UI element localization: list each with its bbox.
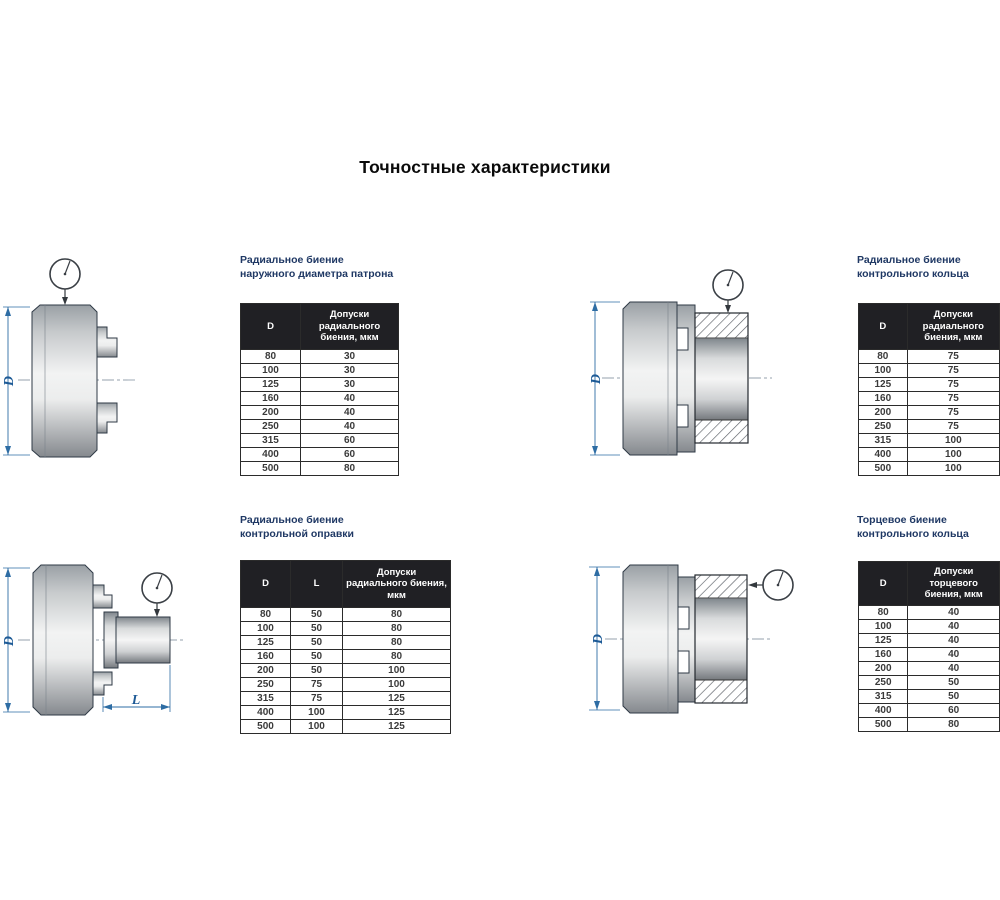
cell: 500 — [859, 462, 908, 476]
cell: 80 — [241, 608, 291, 622]
cell: 40 — [908, 634, 1000, 648]
table-row — [241, 706, 451, 720]
cell: 500 — [241, 462, 301, 476]
cell: 500 — [859, 718, 908, 732]
tolerance-table-mandrel — [240, 560, 451, 734]
control-ring — [695, 313, 748, 443]
ring-face-runout-diagram — [575, 552, 825, 767]
cell: 400 — [859, 448, 908, 462]
cell: 50 — [291, 622, 343, 636]
cell: 400 — [859, 704, 908, 718]
table-row — [241, 448, 399, 462]
cell: 250 — [241, 678, 291, 692]
dim-d-label: D — [589, 373, 604, 385]
tolerance-table-chuck-od — [240, 303, 399, 476]
cell: 200 — [241, 664, 291, 678]
table-row — [859, 648, 1000, 662]
caption-mandrel-radial: Радиальное биение контрольной оправки — [240, 514, 355, 540]
table-row — [859, 690, 1000, 704]
chuck-jaws — [677, 305, 695, 452]
cell: 100 — [859, 620, 908, 634]
cell: 80 — [908, 718, 1000, 732]
cell: 100 — [291, 706, 343, 720]
cell: 50 — [291, 608, 343, 622]
cell: 50 — [908, 676, 1000, 690]
cell: 75 — [907, 392, 999, 406]
column-header: D — [241, 561, 291, 608]
table-row — [241, 720, 451, 734]
table-row — [241, 392, 399, 406]
cell: 250 — [859, 676, 908, 690]
chuck-body — [33, 565, 93, 715]
chuck-od-runout-diagram — [0, 250, 220, 480]
table-row — [859, 448, 1000, 462]
cell: 315 — [859, 434, 908, 448]
dimension-d — [2, 307, 30, 455]
caption-ring-face: Торцевое биение контрольного кольца — [857, 514, 969, 540]
cell: 100 — [343, 678, 451, 692]
cell: 40 — [301, 406, 399, 420]
table-row — [859, 606, 1000, 620]
table-row — [241, 406, 399, 420]
cell: 200 — [859, 406, 908, 420]
cell: 125 — [241, 378, 301, 392]
table-row — [859, 378, 1000, 392]
table-row — [859, 718, 1000, 732]
cell: 200 — [859, 662, 908, 676]
table-row — [859, 364, 1000, 378]
cell: 75 — [907, 364, 999, 378]
table-row — [241, 678, 451, 692]
cell: 160 — [859, 648, 908, 662]
cell: 60 — [301, 448, 399, 462]
column-header: D — [859, 562, 908, 606]
dim-d-label: D — [2, 635, 17, 647]
tolerance-table-ring-face — [858, 561, 1000, 732]
dial-indicator-icon — [50, 259, 80, 305]
cell: 160 — [241, 392, 301, 406]
cell: 40 — [908, 606, 1000, 620]
cell: 315 — [241, 692, 291, 706]
column-header: Допуски радиального биения, мкм — [343, 561, 451, 608]
cell: 60 — [301, 434, 399, 448]
table-row — [241, 350, 399, 364]
cell: 100 — [241, 364, 301, 378]
cell: 80 — [859, 350, 908, 364]
column-header: Допуски торцевого биения, мкм — [908, 562, 1000, 606]
mandrel-runout-diagram — [0, 552, 230, 767]
table-row — [241, 622, 451, 636]
dimension-l — [103, 665, 170, 712]
column-header: L — [291, 561, 343, 608]
cell: 80 — [859, 606, 908, 620]
chuck-body — [623, 565, 678, 713]
ring-radial-runout-diagram — [580, 255, 810, 485]
table-row — [241, 462, 399, 476]
table-row — [859, 662, 1000, 676]
cell: 100 — [907, 448, 999, 462]
cell: 60 — [908, 704, 1000, 718]
table-row — [241, 378, 399, 392]
table-row — [241, 692, 451, 706]
table-row — [859, 704, 1000, 718]
caption-chuck-od: Радиальное биение наружного диаметра патрона — [240, 254, 394, 280]
cell: 100 — [859, 364, 908, 378]
cell: 30 — [301, 350, 399, 364]
column-header: D — [859, 304, 908, 350]
header-row — [241, 304, 399, 350]
header-row — [859, 304, 1000, 350]
cell: 160 — [241, 650, 291, 664]
cell: 80 — [301, 462, 399, 476]
column-header: D — [241, 304, 301, 350]
cell: 40 — [908, 620, 1000, 634]
table-row — [241, 650, 451, 664]
cell: 40 — [908, 648, 1000, 662]
cell: 125 — [343, 706, 451, 720]
cell: 80 — [343, 636, 451, 650]
cell: 80 — [343, 608, 451, 622]
dial-indicator-icon — [142, 573, 172, 617]
cell: 160 — [859, 392, 908, 406]
header-row — [859, 562, 1000, 606]
dial-indicator-icon — [748, 570, 793, 600]
column-header: Допуски радиального биения, мкм — [907, 304, 999, 350]
cell: 50 — [291, 650, 343, 664]
cell: 50 — [291, 664, 343, 678]
cell: 125 — [859, 634, 908, 648]
table-row — [241, 434, 399, 448]
table-row — [859, 420, 1000, 434]
table-row — [241, 608, 451, 622]
control-ring — [695, 575, 747, 703]
dim-d-label: D — [591, 633, 606, 645]
table-row — [241, 636, 451, 650]
column-header: Допуски радиального биения, мкм — [301, 304, 399, 350]
table-row — [859, 676, 1000, 690]
table-row — [859, 634, 1000, 648]
cell: 80 — [343, 622, 451, 636]
cell: 315 — [859, 690, 908, 704]
cell: 40 — [301, 392, 399, 406]
cell: 100 — [241, 622, 291, 636]
cell: 200 — [241, 406, 301, 420]
table-row — [859, 462, 1000, 476]
cell: 125 — [241, 636, 291, 650]
table-row — [859, 434, 1000, 448]
header-row — [241, 561, 451, 608]
dimension-d — [589, 302, 620, 455]
table-row — [859, 392, 1000, 406]
cell: 80 — [343, 650, 451, 664]
table-row — [859, 406, 1000, 420]
dim-d-label: D — [2, 375, 17, 387]
cell: 315 — [241, 434, 301, 448]
chuck-body — [623, 302, 677, 455]
cell: 30 — [301, 364, 399, 378]
cell: 75 — [907, 420, 999, 434]
cell: 250 — [859, 420, 908, 434]
cell: 75 — [907, 406, 999, 420]
cell: 50 — [908, 690, 1000, 704]
cell: 100 — [291, 720, 343, 734]
cell: 40 — [301, 420, 399, 434]
cell: 250 — [241, 420, 301, 434]
cell: 125 — [343, 720, 451, 734]
cell: 75 — [907, 350, 999, 364]
page-title: Точностные характеристики — [359, 157, 611, 177]
table-row — [859, 350, 1000, 364]
chuck-jaws — [678, 577, 695, 702]
cell: 75 — [291, 692, 343, 706]
cell: 80 — [241, 350, 301, 364]
cell: 100 — [907, 434, 999, 448]
cell: 30 — [301, 378, 399, 392]
chuck-body — [32, 305, 97, 457]
table-row — [859, 620, 1000, 634]
cell: 100 — [907, 462, 999, 476]
cell: 40 — [908, 662, 1000, 676]
table-row — [241, 420, 399, 434]
tolerance-table-ring-radial — [858, 303, 1000, 476]
cell: 50 — [291, 636, 343, 650]
cell: 75 — [907, 378, 999, 392]
cell: 400 — [241, 448, 301, 462]
cell: 400 — [241, 706, 291, 720]
cell: 125 — [859, 378, 908, 392]
caption-ring-radial: Радиальное биение контрольного кольца — [857, 254, 969, 280]
dim-l-label: L — [131, 693, 141, 708]
dial-indicator-icon — [713, 270, 743, 313]
table-row — [241, 364, 399, 378]
cell: 75 — [291, 678, 343, 692]
dimension-d — [589, 567, 620, 710]
test-mandrel — [104, 612, 170, 668]
table-row — [241, 664, 451, 678]
cell: 100 — [343, 664, 451, 678]
cell: 125 — [343, 692, 451, 706]
cell: 500 — [241, 720, 291, 734]
